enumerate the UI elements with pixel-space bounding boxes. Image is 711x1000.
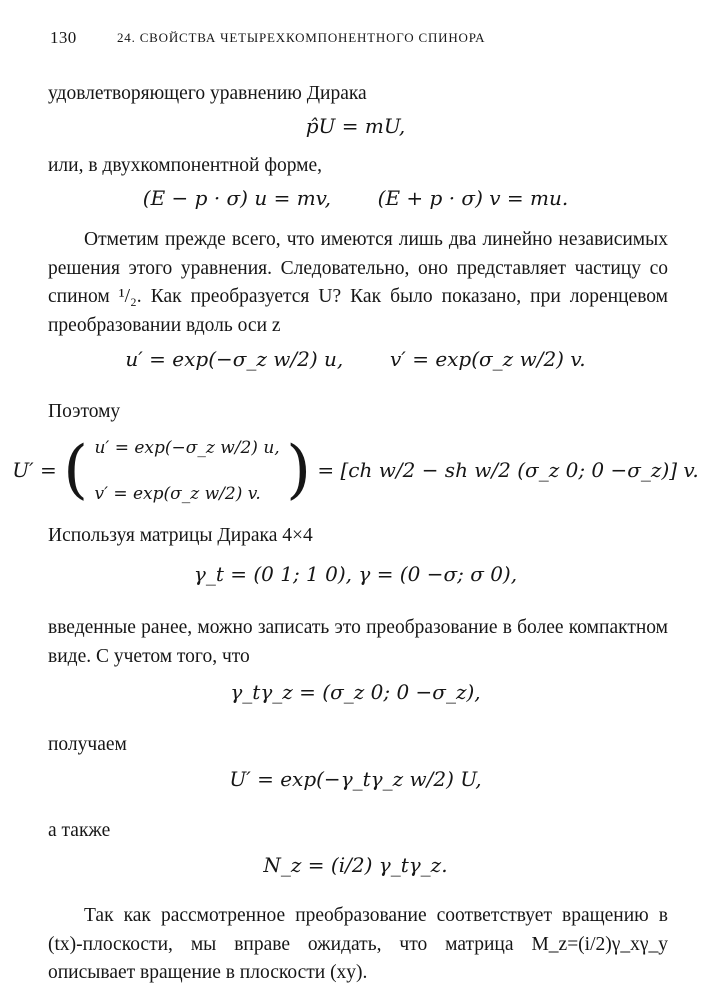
equation-boost-u: u′ = exp(−σ_z w/2) u, [125,347,344,371]
running-title: 24. СВОЙСТВА ЧЕТЫРЕХКОМПОНЕНТНОГО СПИНОРА [117,30,486,45]
equation-U-compact [0,767,711,791]
paragraph-also: а также [48,820,111,841]
page-number: 130 [50,28,77,47]
equation-U-prime-lhs: U′ = [12,458,57,482]
equation-Nz [0,853,711,877]
equation-dirac [0,114,711,138]
equation-U-prime-rhs: = [ch w/2 − sh w/2 (σ_z 0; 0 −σ_z)] v. [317,458,699,482]
left-big-paren: ( [63,433,89,507]
equation-Nz-text: N_z = (i/2) γ_tγ_z. [263,853,448,877]
paragraph-dirac-matrices: Используя матрицы Дирака 4×4 [48,525,313,546]
equation-gamma-product-text: γ_tγ_z = (σ_z 0; 0 −σ_z), [230,680,481,704]
equation-gamma-def [0,562,711,586]
equation-U-prime [0,424,711,516]
equation-two-component-right: (E + p · σ) v = mu. [377,186,569,210]
paragraph-therefore: Поэтому [48,401,121,422]
equation-U-compact-text: U′ = exp(−γ_tγ_z w/2) U, [229,767,482,791]
equation-two-component-left: (E − p · σ) u = mv, [142,186,331,210]
column-vector [94,424,279,516]
equation-two-component [0,186,711,210]
equation-boost [0,347,711,371]
equation-gamma-def-text: γ_t = (0 1; 1 0), γ = (0 −σ; σ 0), [193,562,518,586]
column-row-1: u′ = exp(−σ_z w/2) u, [94,438,280,458]
equation-dirac-text: p̂U = mU, [305,114,406,138]
paragraph-two-component: или, в двухкомпонентной форме, [48,155,323,176]
column-row-2: v′ = exp(σ_z w/2) v. [94,484,261,504]
paragraph-independent-solutions: Отметим прежде всего, что имеются лишь два линейно независимых решения этого уравнения. Следовательно, оно представляет частицу со спином ¹/₂. Как преобразуется U? Как было показано, при лоренцевом преобразовании вдоль оси z [48,229,668,336]
right-big-paren: ) [286,433,312,507]
paragraph-we-get: получаем [48,734,127,755]
equation-boost-v: v′ = exp(σ_z w/2) v. [390,347,586,371]
paragraph-intro: удовлетворяющего уравнению Дирака [48,83,367,104]
paragraph-rotation: Так как рассмотренное преобразование соответствует вращению в (tx)-плоскости, мы вправе ожидать, что матрица M_z=(i/2)γ_xγ_y описывает вращение в плоскости (xy). [48,905,668,983]
equation-gamma-product [0,680,711,704]
paragraph-compact-form: введенные ранее, можно записать это преобразование в более компактном виде. С учетом того, что [48,617,668,667]
